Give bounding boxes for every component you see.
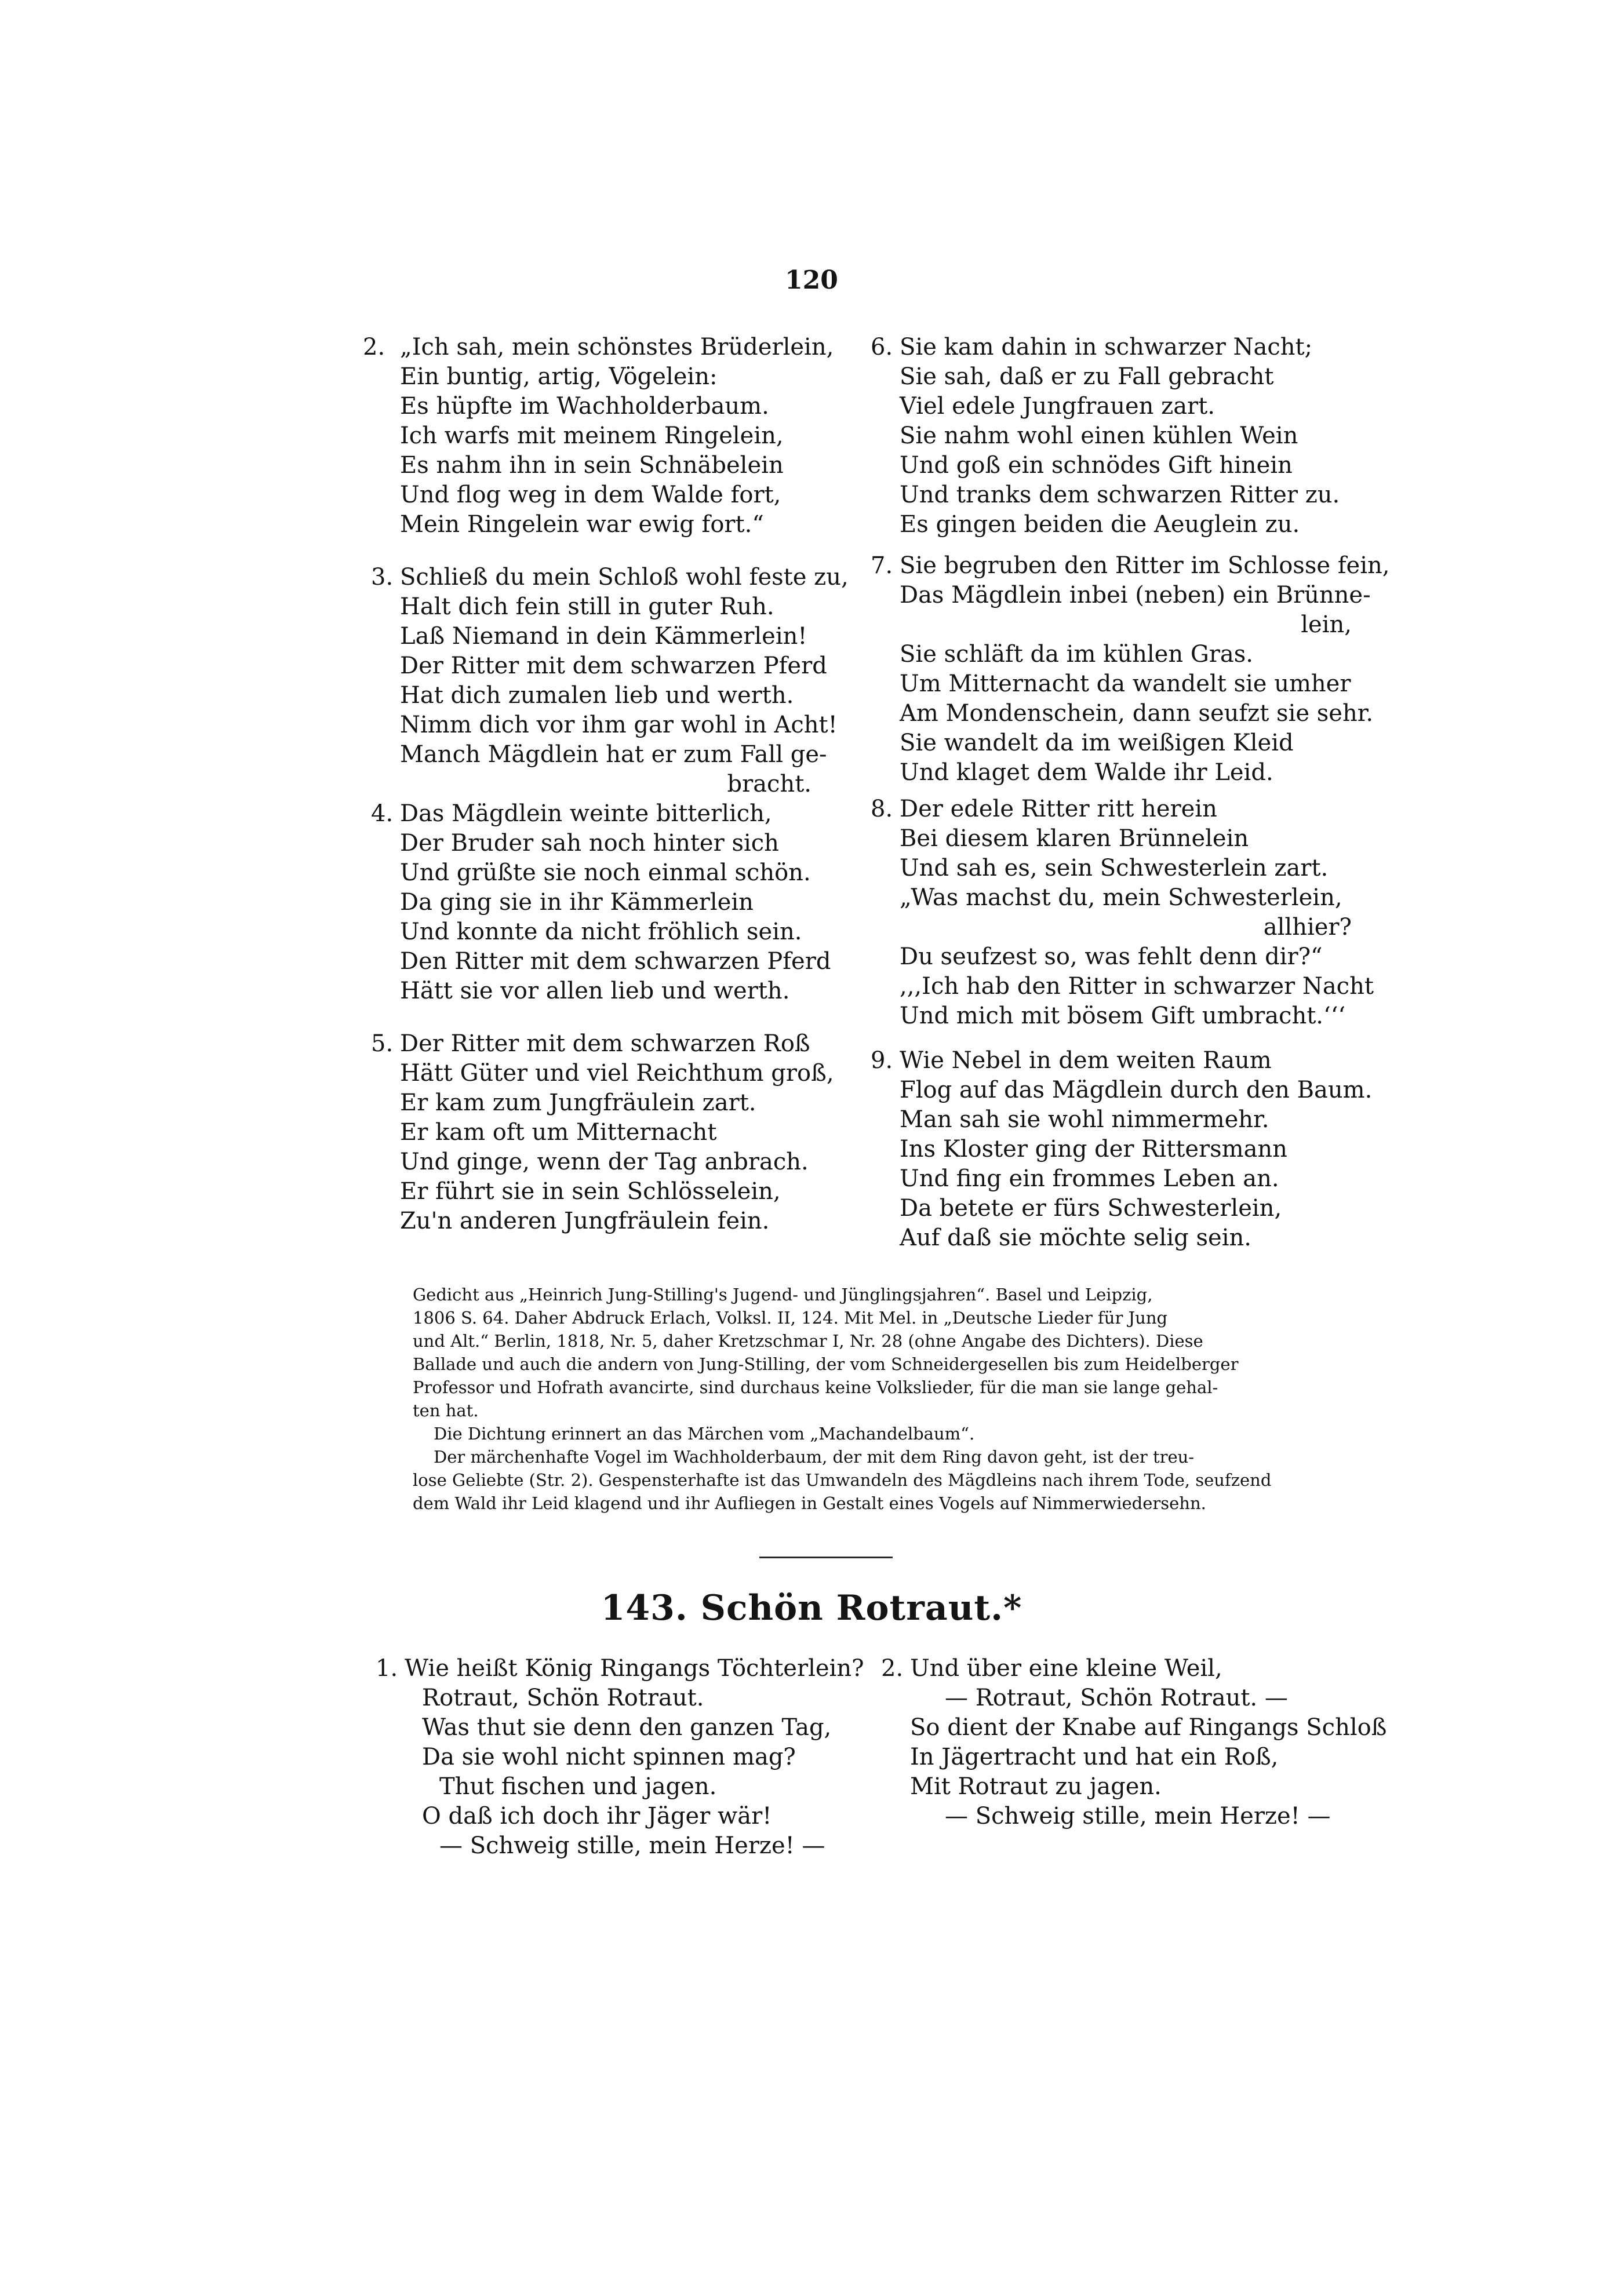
verse-line: Und sah es, sein Schwesterlein zart. (900, 855, 1329, 881)
stanza-number: 5. (371, 1030, 394, 1057)
section-divider (759, 1557, 893, 1558)
stanza-number: 4. (371, 800, 394, 827)
stanza-number: 6. (871, 334, 893, 360)
verse-line: Und ginge, wenn der Tag anbrach. (400, 1149, 809, 1175)
verse-line: O daß ich doch ihr Jäger wär! (422, 1803, 772, 1829)
verse-line: Um Mitternacht da wandelt sie umher (900, 670, 1351, 697)
verse-overflow: bracht. (727, 771, 812, 797)
verse-line: Auf daß sie möchte selig sein. (900, 1224, 1251, 1251)
verse-line: Hätt sie vor allen lieb und werth. (400, 978, 790, 1004)
verse-line: Da ging sie in ihr Kämmerlein (400, 889, 754, 916)
verse-line: Und grüßte sie noch einmal schön. (400, 859, 811, 886)
verse-line: Sie kam dahin in schwarzer Nacht; (900, 334, 1313, 360)
verse-line: Es nahm ihn in sein Schnäbelein (400, 452, 784, 479)
note-line: ten hat. (413, 1401, 479, 1420)
verse-line: Viel edele Jungfrauen zart. (900, 393, 1215, 420)
stanza-number: 1. (376, 1655, 398, 1682)
stanza-number: 3. (371, 564, 394, 591)
verse-overflow: lein, (1301, 611, 1352, 638)
note-line: dem Wald ihr Leid klagend und ihr Aufliegen in Gestalt eines Vogels auf Nimmerwiedersehn. (413, 1493, 1206, 1513)
verse-line: Ein buntig, artig, Vögelein: (400, 363, 718, 390)
section-title: 143. Schön Rotraut.* (601, 1588, 1022, 1628)
verse-line: So dient der Knabe auf Ringangs Schloß (910, 1714, 1387, 1741)
stanza-number: 9. (871, 1047, 893, 1074)
verse-line: Sie nahm wohl einen kühlen Wein (900, 422, 1298, 449)
note-line: und Alt.“ Berlin, 1818, Nr. 5, daher Kretzschmar I, Nr. 28 (ohne Angabe des Dichters). Diese (413, 1331, 1203, 1351)
note-line: 1806 S. 64. Daher Abdruck Erlach, Volksl. II, 124. Mit Mel. in „Deutsche Lieder für Jung (413, 1308, 1168, 1328)
verse-line: Schließ du mein Schloß wohl feste zu, (400, 564, 849, 591)
stanza-number: 7. (871, 552, 893, 579)
verse-line: Thut fischen und jagen. (439, 1773, 717, 1800)
verse-line: „Was machst du, mein Schwesterlein, (900, 884, 1342, 911)
verse-line: Der edele Ritter ritt herein (900, 796, 1217, 822)
stanza-9 (871, 1046, 1373, 1253)
verse-line: Der Bruder sah noch hinter sich (400, 830, 779, 857)
verse-line: Am Mondenschein, dann seufzt sie sehr. (900, 700, 1374, 727)
note-line: Der märchenhafte Vogel im Wachholderbaum, der mit dem Ring davon geht, ist der treu- (434, 1447, 1195, 1467)
verse-line: Hat dich zumalen lieb und werth. (400, 682, 794, 709)
verse-line: Hätt Güter und viel Reichthum groß, (400, 1060, 834, 1087)
verse-line: Er kam oft um Mitternacht (400, 1119, 717, 1146)
verse-line: Das Mägdlein weinte bitterlich, (400, 800, 772, 827)
verse-line: Mit Rotraut zu jagen. (910, 1773, 1162, 1800)
verse-line: Das Mägdlein inbei (neben) ein Brünne- (900, 582, 1371, 608)
stanza-3 (371, 563, 849, 799)
verse-line: Bei diesem klaren Brünnelein (900, 825, 1249, 852)
verse-line: Und über eine kleine Weil, (910, 1655, 1222, 1682)
verse-line: Halt dich fein still in guter Ruh. (400, 593, 774, 620)
verse-line: Was thut sie denn den ganzen Tag, (422, 1714, 832, 1741)
verse-line: Sie wandelt da im weißigen Kleid (900, 730, 1294, 756)
verse-line: Ins Kloster ging der Rittersmann (900, 1136, 1287, 1162)
verse-line: Es gingen beiden die Aeuglein zu. (900, 511, 1300, 538)
verse-line: Und klaget dem Walde ihr Leid. (900, 759, 1273, 786)
verse-line: „Ich sah, mein schönstes Brüderlein, (400, 334, 834, 360)
verse-line: Mein Ringelein war ewig fort.“ (400, 511, 764, 538)
verse-line: Zu'n anderen Jungfräulein fein. (400, 1208, 770, 1234)
stanza-8 (871, 795, 1374, 1031)
note-line: Professor und Hofrath avancirte, sind durchaus keine Volkslieder, für die man sie lange gehal- (413, 1377, 1218, 1397)
verse-line: Rotraut, Schön Rotraut. (422, 1685, 704, 1711)
verse-line: In Jägertracht und hat ein Roß, (910, 1744, 1279, 1770)
verse-line: Da betete er fürs Schwesterlein, (900, 1195, 1282, 1222)
verse-line: — Schweig stille, mein Herze! — (945, 1803, 1331, 1829)
verse-line: Und mich mit bösem Gift umbracht.‘‘‘ (900, 1003, 1346, 1029)
poem2-left-column (376, 1654, 864, 1861)
stanza-6 (871, 333, 1352, 540)
verse-line: Laß Niemand in dein Kämmerlein! (400, 623, 807, 650)
verse-line: ,,,Ich hab den Ritter in schwarzer Nacht (900, 973, 1374, 1000)
verse-line: Und fing ein frommes Leben an. (900, 1165, 1279, 1192)
verse-line: — Rotraut, Schön Rotraut. — (945, 1685, 1288, 1711)
verse-line: Es hüpfte im Wachholderbaum. (400, 393, 769, 420)
stanza-number: 8. (871, 796, 893, 822)
verse-line: Der Ritter mit dem schwarzen Roß (400, 1030, 810, 1057)
verse-line: Er kam zum Jungfräulein zart. (400, 1089, 756, 1116)
verse-line: Und tranks dem schwarzen Ritter zu. (900, 482, 1340, 508)
note-line: Die Dichtung erinnert an das Märchen vom „Machandelbaum“. (434, 1424, 975, 1444)
verse-line: Sie begruben den Ritter im Schlosse fein, (900, 552, 1390, 579)
footnotes (413, 1283, 1352, 1515)
verse-line: Man sah sie wohl nimmermehr. (900, 1106, 1269, 1133)
verse-line: Den Ritter mit dem schwarzen Pferd (400, 948, 831, 975)
stanza-5 (371, 1029, 846, 1236)
page-number: 120 (785, 265, 838, 295)
verse-line: Und goß ein schnödes Gift hinein (900, 452, 1293, 479)
stanza-1 (376, 1654, 864, 1861)
verse-line: Nimm dich vor ihm gar wohl in Acht! (400, 712, 838, 738)
verse-line: Er führt sie in sein Schlösselein, (400, 1178, 781, 1205)
verse-line: Da sie wohl nicht spinnen mag? (422, 1744, 796, 1770)
note-line: Ballade und auch die andern von Jung-Stilling, der vom Schneidergesellen bis zum Heidelberger (413, 1354, 1239, 1374)
verse-line: Flog auf das Mägdlein durch den Baum. (900, 1077, 1373, 1103)
verse-overflow: allhier? (1263, 914, 1352, 941)
verse-line: Sie sah, daß er zu Fall gebracht (900, 363, 1274, 390)
verse-line: Sie schläft da im kühlen Gras. (900, 641, 1253, 668)
poem2-right-column (881, 1654, 1387, 1831)
stanza-number: 2. (363, 334, 385, 360)
verse-line: Wie heißt König Ringangs Töchterlein? (405, 1655, 864, 1682)
verse-line: Der Ritter mit dem schwarzen Pferd (400, 653, 827, 679)
verse-line: Und konnte da nicht fröhlich sein. (400, 919, 802, 945)
stanza-7 (871, 551, 1390, 788)
verse-line: — Schweig stille, mein Herze! — (439, 1832, 825, 1859)
stanza-4 (371, 799, 846, 1006)
verse-line: Wie Nebel in dem weiten Raum (900, 1047, 1272, 1074)
verse-line: Du seufzest so, was fehlt denn dir?“ (900, 943, 1323, 970)
stanza-number: 2. (881, 1655, 904, 1682)
poem-right-column (871, 333, 1390, 1253)
verse-line: Ich warfs mit meinem Ringelein, (400, 422, 784, 449)
verse-line: Und flog weg in dem Walde fort, (400, 482, 781, 508)
stanza-2 (363, 333, 846, 540)
note-line: Gedicht aus „Heinrich Jung-Stilling's Jugend- und Jünglingsjahren“. Basel und Leipzig, (413, 1285, 1153, 1304)
stanza-2 (881, 1654, 1387, 1831)
poem-left-column (363, 333, 849, 1236)
verse-line: Manch Mägdlein hat er zum Fall ge- (400, 741, 827, 768)
note-line: lose Geliebte (Str. 2). Gespensterhafte ist das Umwandeln des Mägdleins nach ihrem Tode, seufzend (413, 1470, 1272, 1490)
